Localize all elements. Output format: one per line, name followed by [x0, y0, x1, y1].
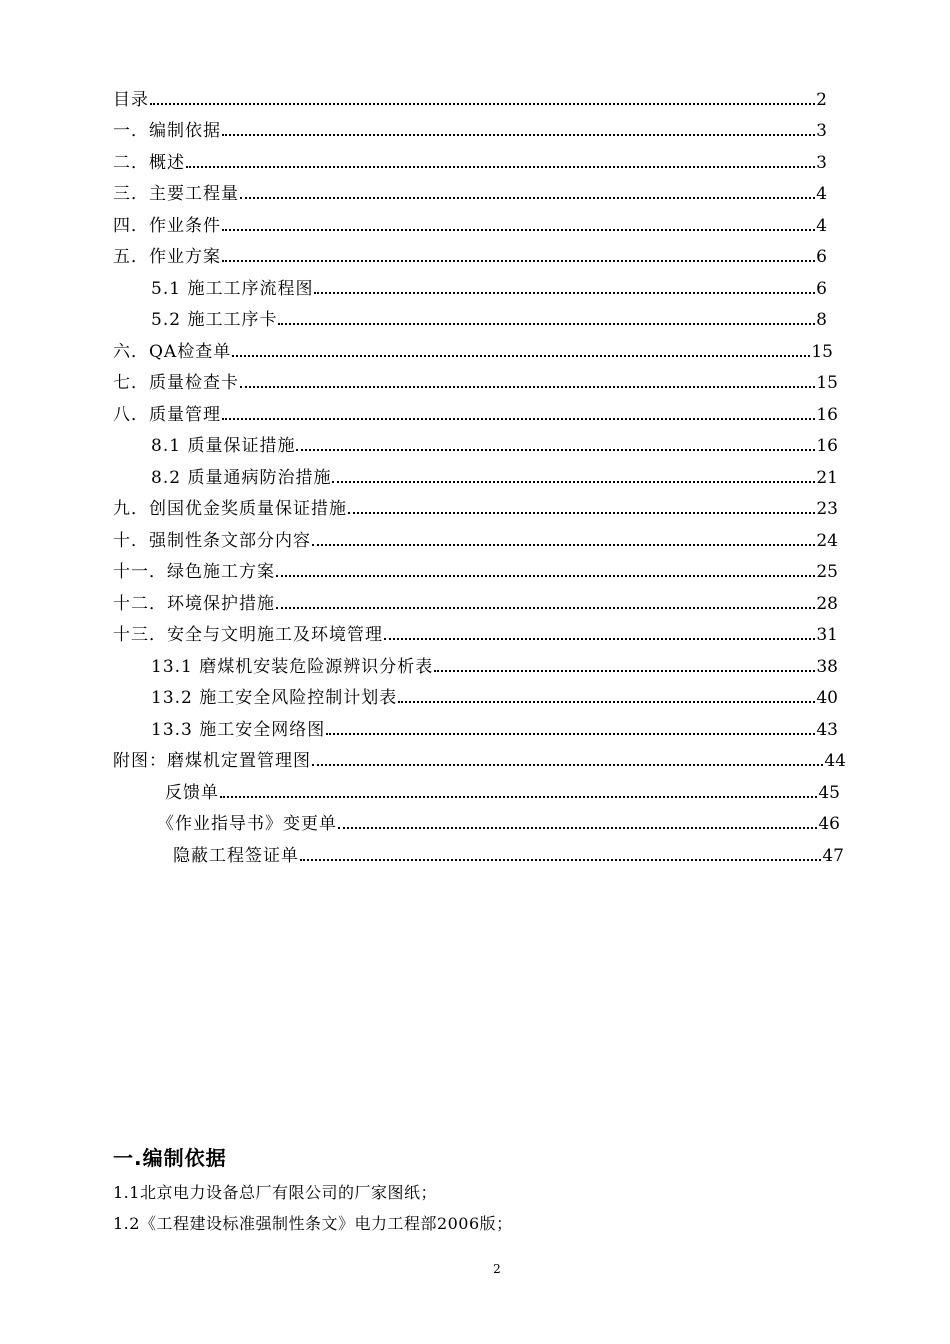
toc-entry-label: 13.2 施工安全风险控制计划表 — [151, 688, 398, 708]
toc-leader-dots — [398, 684, 815, 712]
toc-entry[interactable] — [113, 149, 827, 177]
toc-leader-dots — [384, 621, 815, 649]
toc-entry[interactable] — [113, 590, 838, 618]
toc-entry-label: 十一．绿色施工方案 — [113, 562, 275, 582]
toc-entry-label: 隐蔽工程签证单 — [173, 846, 299, 866]
toc-entry-label: 八．质量管理 — [113, 405, 221, 425]
toc-entry[interactable] — [113, 180, 827, 208]
toc-entry-page: 4 — [816, 184, 827, 204]
section-heading: 一.编制依据 — [113, 1146, 227, 1170]
toc-leader-dots — [240, 180, 815, 208]
toc-entry-label: 13.3 施工安全网络图 — [151, 720, 326, 740]
toc-entry-label: 十二．环境保护措施 — [113, 594, 275, 614]
toc-entry-label: 九．创国优金奖质量保证措施 — [113, 499, 347, 519]
toc-entry-page: 46 — [818, 814, 840, 834]
toc-entry-page: 21 — [816, 468, 838, 488]
toc-entry[interactable] — [113, 117, 827, 145]
toc-entry-label: 七．质量检查卡 — [113, 373, 239, 393]
toc-leader-dots — [278, 306, 815, 334]
toc-leader-dots — [220, 779, 817, 807]
toc-leader-dots — [276, 558, 815, 586]
toc-entry-page: 47 — [822, 846, 844, 866]
toc-entry-label: 附图：磨煤机定置管理图 — [113, 751, 311, 771]
body-paragraph: 1.2《工程建设标准强制性条文》电力工程部2006版； — [113, 1214, 513, 1233]
toc-entry[interactable] — [151, 684, 838, 712]
toc-leader-dots — [232, 338, 810, 366]
toc-entry-label: 5.2 施工工序卡 — [151, 310, 278, 330]
toc-entry[interactable] — [151, 306, 827, 334]
toc-leader-dots — [222, 212, 815, 240]
toc-entry[interactable] — [113, 401, 838, 429]
toc-entry-label: 5.1 施工工序流程图 — [151, 279, 314, 299]
body-paragraph: 1.1北京电力设备总厂有限公司的厂家图纸； — [113, 1183, 437, 1202]
toc-entry[interactable] — [113, 621, 838, 649]
toc-leader-dots — [312, 747, 823, 775]
toc-entry-page: 28 — [816, 594, 838, 614]
toc-leader-dots — [312, 527, 815, 555]
toc-entry-label: 一．编制依据 — [113, 121, 221, 141]
toc-entry-label: 十三．安全与文明施工及环境管理 — [113, 625, 383, 645]
toc-entry-page: 6 — [816, 247, 827, 267]
toc-entry-page: 24 — [816, 531, 838, 551]
toc-entry[interactable] — [151, 432, 838, 460]
toc-entry[interactable] — [113, 212, 827, 240]
toc-entry[interactable] — [165, 779, 840, 807]
toc-entry[interactable] — [157, 810, 840, 838]
toc-entry-page: 40 — [816, 688, 838, 708]
toc-entry[interactable] — [151, 716, 838, 744]
toc-leader-dots — [314, 275, 815, 303]
toc-entry-label: 五．作业方案 — [113, 247, 221, 267]
toc-leader-dots — [186, 149, 815, 177]
toc-entry-label: 三．主要工程量 — [113, 184, 239, 204]
toc-entry-page: 23 — [816, 499, 838, 519]
toc-entry[interactable] — [151, 464, 838, 492]
toc-entry-page: 38 — [816, 657, 838, 677]
toc-entry-page: 31 — [816, 625, 838, 645]
toc-entry[interactable] — [113, 243, 827, 271]
toc-entry-page: 15 — [811, 342, 833, 362]
toc-entry-label: 十．强制性条文部分内容 — [113, 531, 311, 551]
toc-entry[interactable] — [173, 842, 844, 870]
toc-entry-label: 8.2 质量通病防治措施 — [151, 468, 332, 488]
toc-entry-page: 8 — [816, 310, 827, 330]
toc-entry[interactable] — [113, 527, 838, 555]
toc-entry-label: 《作业指导书》变更单 — [157, 814, 337, 834]
toc-entry[interactable] — [113, 338, 833, 366]
page-number: 2 — [493, 1262, 501, 1276]
toc-entry[interactable] — [113, 369, 838, 397]
toc-leader-dots — [338, 810, 817, 838]
toc-entry-label: 8.1 质量保证措施 — [151, 436, 296, 456]
toc-entry-page: 16 — [816, 405, 838, 425]
toc-entry-page: 45 — [818, 783, 840, 803]
toc-entry-page: 25 — [816, 562, 838, 582]
toc-leader-dots — [222, 401, 815, 429]
toc-entry-label: 六．QA检查单 — [113, 342, 232, 362]
toc-entry-page: 3 — [816, 153, 827, 173]
toc-entry-page: 4 — [816, 216, 827, 236]
toc-entry-page: 16 — [816, 436, 838, 456]
toc-entry[interactable] — [151, 653, 838, 681]
toc-entry-page: 2 — [816, 90, 827, 110]
toc-entry-label: 四．作业条件 — [113, 216, 221, 236]
toc-entry-label: 二．概述 — [113, 153, 185, 173]
toc-leader-dots — [300, 842, 821, 870]
toc-entry-page: 15 — [816, 373, 838, 393]
toc-entry-label: 13.1 磨煤机安装危险源辨识分析表 — [151, 657, 434, 677]
toc-entry-page: 43 — [816, 720, 838, 740]
toc-entry[interactable] — [113, 495, 838, 523]
toc-leader-dots — [222, 117, 815, 145]
toc-entry[interactable] — [151, 275, 827, 303]
toc-entry-page: 3 — [816, 121, 827, 141]
toc-leader-dots — [240, 369, 815, 397]
toc-entry-label: 目录 — [113, 90, 149, 110]
toc-leader-dots — [296, 432, 815, 460]
toc-entry-label: 反馈单 — [165, 783, 219, 803]
toc-entry[interactable] — [113, 747, 846, 775]
toc-leader-dots — [348, 495, 815, 523]
toc-leader-dots — [326, 716, 815, 744]
toc-entry-page: 6 — [816, 279, 827, 299]
toc-leader-dots — [332, 464, 815, 492]
toc-entry[interactable] — [113, 86, 827, 114]
toc-entry-page: 44 — [824, 751, 846, 771]
toc-leader-dots — [276, 590, 815, 618]
toc-leader-dots — [222, 243, 815, 271]
toc-leader-dots — [150, 86, 815, 114]
toc-leader-dots — [434, 653, 815, 681]
toc-entry[interactable] — [113, 558, 838, 586]
